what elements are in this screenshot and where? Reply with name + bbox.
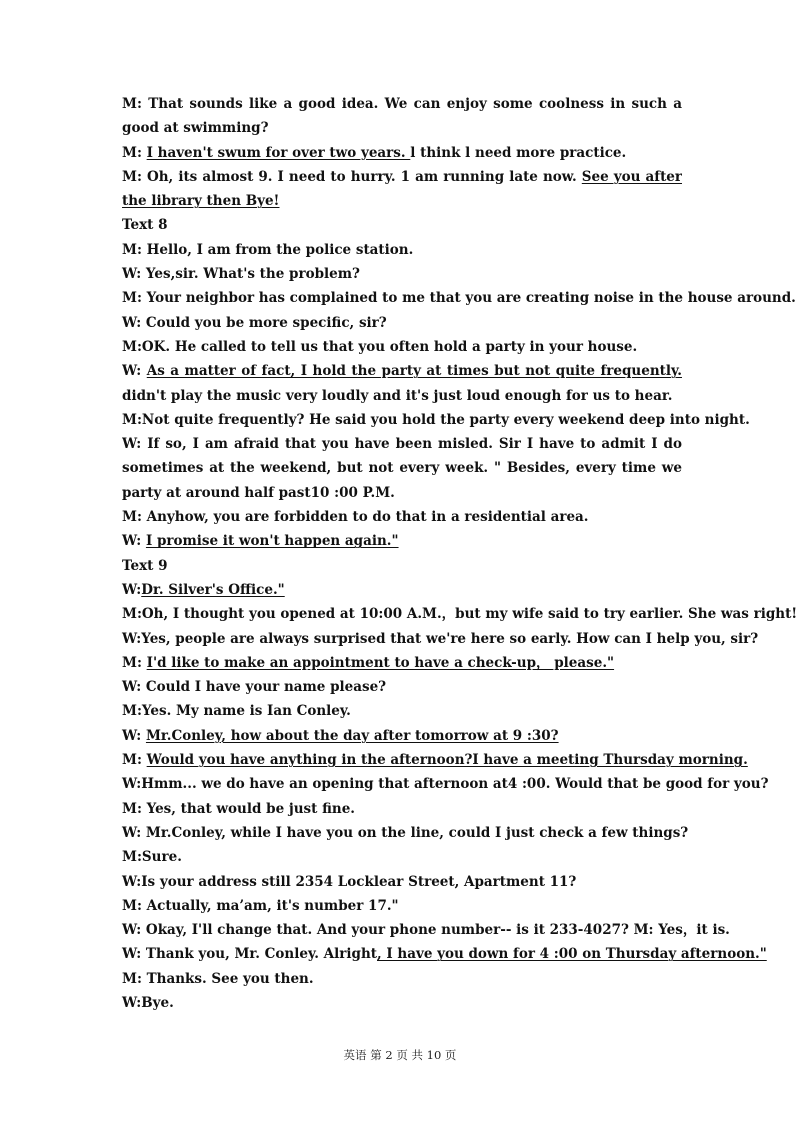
dialogue-text: Text 9 <box>122 557 168 574</box>
page-number-label: 英语 第 2 页 共 10 页 <box>343 1048 457 1062</box>
transcript-body <box>122 92 798 1015</box>
transcript-line <box>122 384 682 408</box>
dialogue-text: M: <box>122 144 147 161</box>
dialogue-text: M: Hello, I am from the police station. <box>122 241 414 258</box>
transcript-line <box>122 359 682 383</box>
transcript-line <box>122 311 682 335</box>
dialogue-text: W: <box>122 533 146 550</box>
transcript-line <box>122 699 682 723</box>
dialogue-text: M: Yes, that would be just fine. <box>122 800 356 817</box>
dialogue-text: W: If so, I am afraid that you have been misled. Sir I have to admit I do <box>122 436 682 453</box>
dialogue-text: W: Could I have your name please? <box>122 679 387 696</box>
dialogue-text: M: Oh, its almost 9. I need to hurry. 1 am running late now. <box>122 168 582 185</box>
dialogue-text: M: <box>122 752 147 769</box>
underlined-answer-text: As a matter of fact, I hold the party at times but not quite frequently. <box>146 363 682 380</box>
dialogue-text: W: Okay, I'll change that. And your phone number-- is it 233-4027? M: Yes，it is. <box>122 922 730 939</box>
transcript-line <box>122 918 730 942</box>
transcript-line <box>122 627 759 651</box>
transcript-line <box>122 797 682 821</box>
transcript-line <box>122 894 682 918</box>
underlined-answer-text: the library then Bye! <box>122 193 280 210</box>
dialogue-text: M:Oh, I thought you opened at 10:00 A.M.，but my wife said to try earlier. She was right! <box>122 606 798 623</box>
transcript-line <box>122 675 682 699</box>
underlined-answer-text: I'd like to make an appointment to have a check-up， please." <box>146 654 615 671</box>
dialogue-text: M:Yes. My name is Ian Conley. <box>122 703 351 720</box>
transcript-line <box>122 942 767 966</box>
transcript-line <box>122 165 682 189</box>
dialogue-text: didn't play the music very loudly and it's just loud enough for us to hear. <box>122 387 673 404</box>
dialogue-text: Text 8 <box>122 217 168 234</box>
transcript-line <box>122 505 682 529</box>
transcript-line <box>122 991 682 1015</box>
dialogue-text: W: <box>122 363 147 380</box>
transcript-line <box>122 529 682 553</box>
underlined-answer-text: Mr.Conley, how about the day after tomorrow at 9 :30? <box>145 727 559 744</box>
transcript-line <box>122 262 682 286</box>
transcript-line <box>122 335 682 359</box>
transcript-line <box>122 238 682 262</box>
dialogue-text: M:OK. He called to tell us that you often hold a party in your house. <box>122 338 638 355</box>
underlined-answer-text: I haven't swum for over two years. <box>146 144 411 161</box>
dialogue-text: W: <box>122 727 146 744</box>
dialogue-text: W: Thank you, Mr. Conley. Alright <box>122 946 377 963</box>
dialogue-text: M: <box>122 654 147 671</box>
underlined-answer-text: Would you have anything in the afternoon?I have a meeting Thursday morning. <box>146 752 748 769</box>
transcript-line <box>122 92 682 116</box>
transcript-line <box>122 116 682 140</box>
transcript-line <box>122 772 769 796</box>
dialogue-text: sometimes at the weekend, but not every week. " Besides, every time we <box>122 460 682 477</box>
dialogue-text: W: Mr.Conley, while I have you on the line, could I just check a few things? <box>122 824 689 841</box>
transcript-line <box>122 724 682 748</box>
dialogue-text: M: Anyhow, you are forbidden to do that in a residential area. <box>122 509 589 526</box>
underlined-answer-text: Dr. Silver's Office." <box>141 581 285 598</box>
transcript-line <box>122 967 682 991</box>
dialogue-text: W: <box>122 581 142 598</box>
dialogue-text: W:Bye. <box>122 994 174 1011</box>
transcript-line <box>122 408 750 432</box>
dialogue-text: W:Is your address still 2354 Locklear Street, Apartment 11? <box>122 873 577 890</box>
transcript-line <box>122 748 748 772</box>
dialogue-text: good at swimming? <box>122 120 269 137</box>
transcript-line <box>122 141 682 165</box>
dialogue-text: party at around half past10 :00 P.M. <box>122 484 395 501</box>
transcript-line <box>122 456 682 480</box>
page-footer <box>0 1047 800 1063</box>
transcript-line <box>122 870 682 894</box>
dialogue-text: W:Yes, people are always surprised that we're here so early. How can I help you, sir? <box>122 630 759 647</box>
transcript-line <box>122 602 798 626</box>
transcript-line <box>122 821 689 845</box>
transcript-line <box>122 189 682 213</box>
transcript-line <box>122 578 682 602</box>
dialogue-text: M:Sure. <box>122 849 182 866</box>
dialogue-text: M: Thanks. See you then. <box>122 970 314 987</box>
transcript-line <box>122 651 682 675</box>
dialogue-text: M: Your neighbor has complained to me that you are creating noise in the house around. <box>122 290 796 307</box>
dialogue-text: l think l need more practice. <box>410 144 627 161</box>
underlined-answer-text: I promise it won't happen again." <box>145 533 399 550</box>
dialogue-text: M:Not quite frequently? He said you hold the party every weekend deep into night. <box>122 411 750 428</box>
dialogue-text: W:Hmm... we do have an opening that afternoon at4 :00. Would that be good for you? <box>122 776 769 793</box>
dialogue-text: M: Actually, ma’am, it's number 17." <box>122 897 399 914</box>
transcript-line <box>122 481 682 505</box>
underlined-answer-text: See you after <box>581 168 682 185</box>
transcript-line <box>122 432 682 456</box>
transcript-line <box>122 554 682 578</box>
underlined-answer-text: , I have you down for 4 :00 on Thursday afternoon." <box>377 946 767 963</box>
transcript-line <box>122 213 682 237</box>
transcript-line <box>122 286 796 310</box>
transcript-line <box>122 845 682 869</box>
dialogue-text: W: Yes,sir. What's the problem? <box>122 266 360 283</box>
dialogue-text: W: Could you be more specific, sir? <box>122 314 387 331</box>
dialogue-text: M: That sounds like a good idea. We can enjoy some coolness in such a <box>122 96 682 112</box>
